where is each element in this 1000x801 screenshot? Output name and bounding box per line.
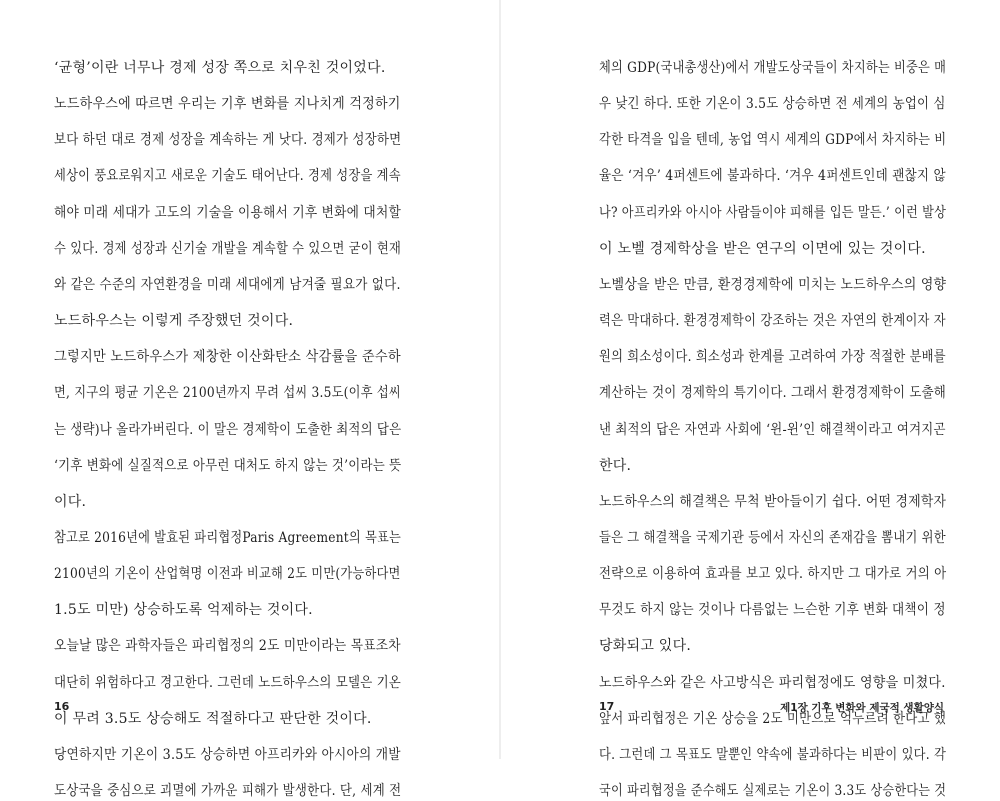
text-line: 다. 그런데 그 목표도 말뿐인 약속에 불과하다는 비판이 있다. 각	[599, 746, 947, 763]
text-line: 노벨상을 받은 만큼, 환경경제학에 미치는 노드하우스의 영향	[599, 276, 947, 293]
text-line: 체의 GDP(국내총생산)에서 개발도상국들이 차지하는 비중은 매	[599, 60, 947, 76]
text-line: 전략으로 이용하여 효과를 보고 있다. 하지만 그 대가로 거의 아	[599, 566, 947, 583]
page-number-left: 16	[54, 700, 70, 713]
running-head: 제1장 기후 변화와 제국적 생활양식	[780, 702, 944, 714]
text-line: 세상이 풍요로워지고 새로운 기술도 태어난다. 경제 성장을 계속	[54, 168, 401, 185]
text-line: 도상국을 중심으로 괴멸에 가까운 피해가 발생한다. 단, 세계 전	[54, 783, 402, 799]
text-line: 나? 아프리카와 아시아 사람들이야 피해를 입든 말든.’ 이런 발상	[599, 204, 947, 221]
text-line: 노드하우스와 같은 사고방식은 파리협정에도 영향을 미쳤다.	[599, 674, 946, 691]
right-page	[500, 0, 1000, 799]
text-line: 국이 파리협정을 준수해도 실제로는 기온이 3.3도 상승한다는 것	[599, 783, 947, 799]
text-line: 노드하우스에 따르면 우리는 기후 변화를 지나치게 걱정하기	[54, 96, 401, 113]
text-line: 각한 타격을 입을 텐데, 농업 역시 세계의 GDP에서 차지하는 비	[599, 132, 947, 149]
text-line: 면, 지구의 평균 기온은 2100년까지 무려 섭씨 3.5도(이후 섭씨	[54, 385, 401, 402]
left-page	[0, 0, 500, 799]
text-line: 우 낮긴 하다. 또한 기온이 3.5도 상승하면 전 세계의 농업이 심	[599, 96, 946, 113]
text-line: 수 있다. 경제 성장과 신기술 개발을 계속할 수 있으면 굳이 현재	[54, 240, 402, 257]
text-line: 해야 미래 세대가 고도의 기술을 이용해서 기후 변화에 대처할	[54, 204, 401, 221]
text-line: 1.5도 미만) 상승하도록 억제하는 것이다.	[54, 602, 313, 619]
text-line: ‘균형’이란 너무나 경제 성장 쪽으로 치우친 것이었다.	[54, 60, 386, 76]
text-line: 당화되고 있다.	[599, 638, 692, 655]
text-line: 당연하지만 기온이 3.5도 상승하면 아프리카와 아시아의 개발	[54, 746, 401, 763]
text-line: 계산하는 것이 경제학의 특기이다. 그래서 환경경제학이 도출해	[599, 385, 947, 402]
text-line: 원의 희소성이다. 희소성과 한계를 고려하여 가장 적절한 분배를	[599, 349, 946, 366]
text-line: 들은 그 해결책을 국제기관 등에서 자신의 존재감을 뽐내기 위한	[599, 530, 946, 546]
text-line: 대단히 위험하다고 경고한다. 그런데 노드하우스의 모델은 기온	[54, 674, 402, 691]
text-line: 이다.	[54, 493, 87, 510]
text-line: 한다.	[599, 457, 632, 474]
text-line: 그렇지만 노드하우스가 제창한 이산화탄소 삭감률을 준수하	[54, 349, 401, 366]
text-line: 율은 ‘겨우’ 4퍼센트에 불과하다. ‘겨우 4퍼센트인데 괜찮지 않	[599, 168, 946, 185]
text-line: ‘기후 변화에 실질적으로 아무런 대처도 하지 않는 것’이라는 뜻	[54, 457, 402, 474]
text-line: 노드하우스는 이렇게 주장했던 것이다.	[54, 313, 294, 329]
text-line: 낸 최적의 답은 자연과 사회에 ‘윈-윈’인 해결책이라고 여겨지곤	[599, 421, 946, 438]
text-line: 력은 막대하다. 환경경제학이 강조하는 것은 자연의 한계이자 자	[599, 313, 946, 329]
text-line: 이 무려 3.5도 상승해도 적절하다고 판단한 것이다.	[54, 710, 372, 727]
text-line: 참고로 2016년에 발효된 파리협정Paris Agreement의 목표는	[54, 530, 402, 546]
text-line: 이 노벨 경제학상을 받은 연구의 이면에 있는 것이다.	[599, 240, 926, 257]
page-number-right: 17	[599, 700, 615, 713]
text-line: 무것도 하지 않는 것이나 다름없는 느슨한 기후 변화 대책이 정	[599, 602, 946, 619]
text-line: 보다 하던 대로 경제 성장을 계속하는 게 낫다. 경제가 성장하면	[54, 132, 402, 149]
text-line: 앞서 파리협정은 기온 상승을 2도 미만으로 억누르려 한다고 했	[599, 710, 947, 727]
text-line: 와 같은 수준의 자연환경을 미래 세대에게 남겨줄 필요가 없다.	[54, 276, 401, 293]
text-line: 오늘날 많은 과학자들은 파리협정의 2도 미만이라는 목표조차	[54, 638, 401, 655]
text-line: 는 생략)나 올라가버린다. 이 말은 경제학이 도출한 최적의 답은	[54, 421, 402, 438]
text-line: 노드하우스의 해결책은 무척 받아들이기 쉽다. 어떤 경제학자	[599, 493, 947, 510]
text-line: 2100년의 기온이 산업혁명 이전과 비교해 2도 미만(가능하다면	[54, 566, 401, 583]
